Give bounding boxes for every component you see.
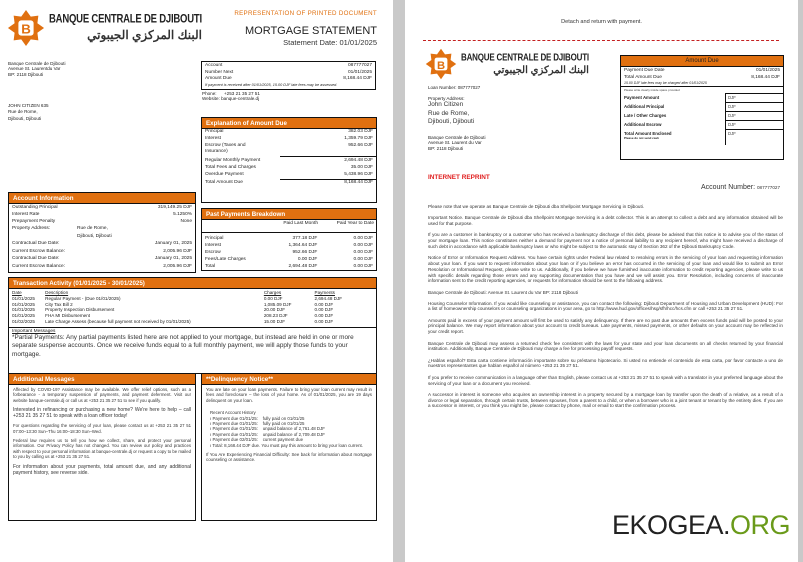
- additional-header: Additional Messages: [9, 374, 195, 385]
- past-payments-header: Past Payments Breakdown: [202, 209, 376, 220]
- website-label: Website:: [202, 96, 220, 102]
- bank-emblem-icon: [425, 48, 457, 80]
- label: Interest Rate: [12, 212, 40, 217]
- value: 2,005.96 DJF: [163, 263, 192, 269]
- field-label: Payment Amount: [624, 95, 660, 101]
- notice-paragraph: Please note that we operate as Banque Centrale de Djibouti dba Shellpoint Mortgage Servicing in Djibouti.: [428, 204, 645, 209]
- notice-paragraph: If you prefer to receive communication in a language other than English, please contact us at +253 21 35 27 51 to speak with a translator in your preferred language about the servicing of your loan or a document you received.: [428, 374, 783, 386]
- address-line: BP: 2118 Djibouti: [8, 71, 44, 77]
- property-address-row: [9, 233, 195, 241]
- label: Overdue Payment: [205, 172, 244, 178]
- description: Regular Payment - (Due 01/01/2025): [45, 295, 121, 301]
- recipient-name: JOHN CITIZEN 635: [8, 103, 49, 108]
- label: Current Escrow Balance:: [12, 263, 66, 269]
- transaction-row: [12, 319, 373, 325]
- statement-title: MORTGAGE STATEMENT: [244, 25, 377, 37]
- paid-ytd: 0.00 DJF: [353, 243, 373, 248]
- account-info-row: [9, 211, 195, 218]
- date: 01/01/2025: [12, 313, 35, 319]
- value: 382.03 DJF: [348, 129, 373, 134]
- history-item: ı Payment due 01/01/25: fully paid on 01/01/25: [210, 416, 372, 421]
- value: 01/01/2025: [755, 68, 780, 73]
- description: Property Inspection Disbursement: [45, 307, 115, 313]
- address-line: Djibouti, Djibouti: [8, 115, 42, 121]
- value: None: [180, 219, 192, 224]
- explanation-header: Explanation of Amount Due: [202, 118, 376, 129]
- description: FHA MI Disbursement: [45, 313, 91, 319]
- account-number: [701, 184, 780, 191]
- payment-field-row: [621, 102, 783, 111]
- account-info-row: [9, 218, 195, 225]
- additional-message: Interested in refinancing or purchasing a new home? We're here to help – call +253 21 35 27 51 to speak with a loan officer today!: [13, 407, 191, 420]
- date: Date: [12, 290, 22, 295]
- value: 5.1250%: [173, 212, 192, 217]
- amount-due-row: [202, 76, 375, 83]
- account-row: [202, 63, 375, 70]
- charges: 1,085.09 DJF: [263, 301, 292, 307]
- label: Account: [205, 63, 223, 68]
- value: 087777027: [757, 185, 780, 190]
- explanation-row: [202, 180, 376, 187]
- notice-paragraph: Important Notice. Banque Centrale de Djibouti dba Shellpoint Mortgage Servicing is a debt collector. This is an attempt to collect a debt and any information obtained will be used for that purpose.: [428, 215, 783, 227]
- charges: 20.00 DJF: [263, 307, 286, 313]
- transaction-header: Transaction Activity (01/01/2025 - 30/01/2025): [9, 278, 376, 289]
- charges: Charges: [263, 290, 282, 295]
- statement-date: Statement Date: 01/01/2025: [283, 38, 377, 47]
- history-item: ı Payment due 01/01/25: fully paid on 01/01/25: [210, 421, 372, 426]
- transaction-activity-box: [8, 277, 377, 374]
- notice-paragraph: Banque Centrale de Djibouti: Avenue St. Laurent du Var BP: 2118 Djibouti: [428, 289, 578, 295]
- property-label: Property Address:: [428, 96, 465, 101]
- label: Prepayment Penalty: [12, 219, 56, 224]
- past-payments-box: [201, 208, 377, 271]
- value: 8,168.44 DJF: [751, 74, 780, 80]
- account-info-row: [9, 255, 195, 263]
- notice-paragraph: Banque Centrale de Djibouti may assess a returned check fee consistent with the laws for your state and your loan documents on all checks returned by your financial institution. Additionally, Banque Centrale de Djibouti may charge a fee for processing payoff requests.: [428, 340, 783, 352]
- paid-ytd: 0.00 DJF: [353, 257, 373, 262]
- label: Amount Due: [205, 76, 232, 82]
- column-header: Paid Last Month: [283, 221, 318, 226]
- address-line: Banque Centrale de Djibouti: [428, 135, 486, 140]
- field-label: Additional Principal: [624, 104, 665, 110]
- column-header: Paid Year to Date: [336, 221, 374, 226]
- notice-paragraph: Amounts paid in excess of your payment amount will first be used to satisfy any delinquency. If there are no past due amounts then excess funds paid will be posted to your principal balance. We may report information about your account to credit bureaus. Late payments, missed payments, or other defaults on your account may be reflected in your credit report.: [428, 317, 783, 335]
- coupon-property-address: [428, 96, 474, 127]
- payment-field-row: [621, 129, 783, 145]
- history-item: ı Payment due 01/01/25: unpaid balance of 2,761.48 DJF: [210, 426, 372, 431]
- amount-due-header: Amount Due: [621, 56, 783, 67]
- past-payment-row: [202, 249, 376, 256]
- label: Contractual Due Date:: [12, 241, 60, 246]
- bank-address: [8, 61, 65, 77]
- detach-line: [423, 40, 779, 41]
- due-date-row: [621, 68, 783, 75]
- delinquency-intro: You are late on your loan payments. Failure to bring your loan current may result in fees and foreclosure – the loss of your home. As of 01/01/2025, you are 19 days delinquent on your loan.: [206, 387, 372, 403]
- description: City Tax Bill 2: [45, 301, 73, 307]
- field-label: Late / Other Charges: [624, 113, 667, 119]
- address-line: John Citizen: [428, 101, 464, 109]
- bank-name-ar: البنك المركزي الجيبوتي: [493, 64, 589, 76]
- statement-page: [0, 0, 393, 562]
- date: 01/01/2025: [12, 307, 35, 313]
- label: Total Fees and Charges: [205, 165, 256, 171]
- payments: 0.00 DJF: [314, 313, 334, 319]
- late-fee-note: If payment is received after 01/01/2025, 15.00 DJF late fees may be assessed.: [205, 82, 338, 87]
- contact-info: [202, 91, 260, 102]
- bank-name-en: BANQUE CENTRALE DE DJIBOUTI: [49, 12, 202, 27]
- internet-reprint-label: INTERNET REPRINT: [428, 174, 490, 181]
- total-due-row: [621, 75, 783, 82]
- past-payment-row: [202, 235, 376, 242]
- payments: 0.00 DJF: [314, 301, 334, 307]
- label: Escrow (Taxes and Insurance): [205, 143, 246, 155]
- value: January 01, 2025: [154, 256, 192, 262]
- payment-field-row: [621, 120, 783, 129]
- value: 087777027: [347, 63, 372, 68]
- value: 8,168.44 DJF: [344, 179, 373, 185]
- paid-ytd: 0.00 DJF: [353, 264, 373, 269]
- field-label: Total Amount Enclosed: [624, 131, 672, 137]
- account-summary-box: [201, 61, 376, 90]
- value: 1,359.79 DJF: [344, 135, 373, 141]
- label: Fees/Late Charges: [205, 257, 246, 262]
- value: Rue de Rome,: [77, 226, 108, 231]
- coupon-bank-address: [428, 135, 485, 151]
- history-item: ı Total: 8,168.44 DJF due. You must pay this amount to bring your loan current.: [210, 443, 372, 448]
- label: Account Number:: [700, 184, 756, 191]
- value: 2,005.96 DJF: [163, 248, 192, 254]
- label: Principal: [205, 236, 224, 241]
- notice-paragraph: Housing Counselor Information. If you would like counseling or assistance, you can contact the following: Djibouti Department of Housing and Urban Development (HUD): For a list of homeownership counselors or counseling organizations in your area, go to http://www.hud.gov/offices/hsg/sfh/hcc/hcs.cfm or call +253 21 35 27 51.: [428, 300, 783, 312]
- detach-instruction: Detach and return with payment.: [561, 19, 642, 25]
- account-info-row: [9, 204, 195, 211]
- payments: 0.00 DJF: [314, 318, 334, 324]
- explanation-row: [202, 158, 376, 164]
- address-line: Rue de Rome,: [8, 109, 38, 115]
- label: Total Amount Due: [205, 179, 243, 185]
- explanation-row: [202, 172, 376, 179]
- explanation-row: [202, 129, 376, 136]
- payments: 0.00 DJF: [314, 307, 334, 313]
- amount-input[interactable]: DJF: [725, 111, 783, 120]
- svg-text:B: B: [21, 21, 31, 37]
- field-label: Additional Escrow: [624, 122, 662, 128]
- amount-input[interactable]: DJF: [725, 93, 783, 102]
- value: January 01, 2025: [154, 241, 192, 246]
- value: 5,438.96 DJF: [344, 172, 373, 178]
- value: 2,694.48 DJF: [344, 158, 373, 164]
- representation-label: REPRESENTATION OF PRINTED DOCUMENT: [234, 10, 377, 17]
- payments: 2,694.48 DJF: [314, 295, 343, 301]
- label: Outstanding Principal: [12, 205, 58, 210]
- explanation-row: [202, 165, 376, 171]
- past-payment-row: [202, 263, 376, 270]
- value: 319,149.25 DJF: [157, 205, 192, 210]
- label: Principal: [205, 129, 224, 134]
- explanation-row: [202, 136, 376, 143]
- address-line: Avenue St. Laurentdu Var: [8, 66, 61, 72]
- notice-paragraph: Notice of Error or Information Request Address. You have certain rights under Federal law related to resolving errors in the servicing of your loan and requesting information about your loan. If you want to request information about your loan or if you believe an error has occurred in the servicing of your loan and would like to submit an Error Resolution or Informational Request, please write to us. Additionally, if you believe we have furnished inaccurate information to credit reporting agencies, please write to us with specific details regarding those errors and any supporting documentation that you have and we will assist you. Error Resolution, including concerns of inaccurate information sent to the credit reporting agencies, or requests for information should be sent to the following address.: [428, 255, 783, 284]
- label: Number Next: [205, 69, 234, 75]
- date: 01/01/2025: [12, 301, 35, 307]
- value: 35.00 DJF: [350, 165, 373, 171]
- paid-last-month: 377.18 DJF: [292, 236, 318, 241]
- website-link[interactable]: banque-centrale.dj: [221, 96, 260, 102]
- important-title: Important Messages: [12, 328, 56, 334]
- value: 01/01/2025: [347, 69, 372, 75]
- address-line: BP: 2118 Djibouti: [428, 145, 464, 151]
- coupon-page: [405, 0, 798, 562]
- watermark-tld: ORG: [729, 510, 790, 540]
- account-info-row: [9, 263, 195, 271]
- date: 01/02/2025: [12, 318, 35, 324]
- bank-emblem-icon: [7, 9, 45, 47]
- notice-paragraph: A successor in interest is someone who acquires an ownership interest in a property secured by a mortgage loan by transfer upon the death of a relative, as a result of a divorce or legal separation, through certain trusts, between spouses, from a parent to a child, or when a borrower who is a joint tenant or tenant by the entirety dies. If you are a successor in interest, or you think you might be, please contact by phone, mail or email to start the confirmation process.: [428, 391, 783, 409]
- paid-last-month: 2,694.48 DJF: [288, 264, 318, 269]
- amount-due-box: [620, 55, 784, 160]
- address-line: Rue de Rome,: [428, 109, 470, 117]
- paid-last-month: 0.00 DJF: [297, 257, 318, 262]
- description: Late Charge Assess (because full payment not received by 01/01/2025): [45, 318, 191, 324]
- address-line: Banque Centrale de Djibouti: [8, 61, 66, 66]
- label: Total Amount Due: [624, 74, 662, 80]
- late-fee-note: 15.00 DJF late fees may be charged after 01/01/2025: [624, 81, 707, 86]
- additional-message: Federal law requires us to tell you how we collect, share, and protect your personal information. Our Privacy Policy has not changed. You can review our policy and practices with respect to your personal information at banque-centrale.dj or request a copy to be mailed to you by calling us at +253 21 35 27 51.: [13, 438, 191, 460]
- account-info-row: [9, 240, 195, 248]
- account-info-row: [9, 248, 195, 256]
- explanation-row: [202, 143, 376, 155]
- date: 01/01/2025: [12, 295, 35, 301]
- delinquency-header: **Delinquency Notice**: [202, 374, 376, 385]
- address-line: Avenue St. Laurent du Var: [428, 140, 482, 146]
- recipient-address: [8, 103, 49, 121]
- past-payments-columns: [202, 220, 376, 233]
- important-text: *Partial Payments: Any partial payments listed here are not applied to your mortgage, but instead are held in one or more separate suspense accounts. Once we receive funds equal to a full monthly payment, we will apply those funds to your mortgage.: [12, 333, 354, 358]
- label: Total: [205, 264, 216, 269]
- notice-paragraph: If you are a customer in bankruptcy or a customer who has received a bankruptcy discharge of this debt, please be advised that this notice is to advise you of the status of your mortgage loan. This notice constitutes neither a demand for payment nor a notice of personal liability to any recipient hereof, who might have received a discharge of such debt in accordance with applicable bankruptcy laws or who might be subject to the automatic stay of Section 362 of the Djibouti Bankruptcy Code.: [428, 232, 783, 249]
- property-address-row: [9, 225, 195, 233]
- financial-difficulty-note: If You Are Experiencing Financial Difficulty: See back for information about mortgage counseling or assistance.: [206, 452, 372, 463]
- history-item: ı Payment due 02/01/25: current payment due: [210, 437, 372, 442]
- notice-paragraph: ¿Hablas español? Esta carta contiene información importante sobre su préstamo hipotecario. Si usted no entiende el contenido de esta carta, por favor contacte a uno de nuestros representantes que hablan español al número +253 21 35 27 51.: [428, 357, 783, 369]
- additional-messages-box: [8, 373, 196, 521]
- additional-message: Affected by COVID-19? Assistance may be available. We offer relief options, such as a forbearance - a temporary suspension of payments, and payment deferment. Visit our website banque-centrale.dj or call us at +253 21 35 27 51 to see if you qualify.: [13, 387, 191, 403]
- watermark-main: EKOGEA.: [611, 510, 730, 540]
- value: 8,168.44 DJF: [343, 76, 372, 82]
- bank-logo: [425, 48, 589, 80]
- label: Current Escrow Balance:: [12, 248, 66, 254]
- delinquency-notice-box: [201, 373, 377, 521]
- bank-logo: [7, 9, 202, 47]
- additional-message: For information about your payments, total amount due, and any additional payment history, see reverse side.: [13, 463, 191, 476]
- label: Escrow: [205, 250, 221, 255]
- history-item: ı Payment due 01/01/25: unpaid balance of 2,709.48 DJF: [210, 432, 372, 437]
- amount-input[interactable]: DJF: [725, 102, 783, 111]
- bank-name-ar: البنك المركزي الجيبوتي: [87, 28, 202, 42]
- paid-last-month: 952.66 DJF: [292, 250, 318, 255]
- bank-name-en: BANQUE CENTRALE DE DJIBOUTI: [461, 51, 589, 63]
- paid-ytd: 0.00 DJF: [353, 250, 373, 255]
- phone-number: +253 21 35 27 51: [224, 91, 260, 96]
- amount-input[interactable]: DJF: [725, 120, 783, 129]
- value: 952.66 DJF: [348, 143, 373, 149]
- label: Regular Monthly Payment: [205, 158, 261, 164]
- paid-last-month: 1,364.64 DJF: [288, 243, 318, 248]
- description: Description: [45, 290, 69, 295]
- account-information-box: [8, 192, 196, 273]
- explanation-box: [201, 117, 377, 203]
- label: Payment Due Date: [624, 68, 665, 73]
- payment-field-row: [621, 111, 783, 120]
- watermark: [612, 510, 790, 541]
- label: Property Address:: [12, 226, 51, 231]
- payments: Payments: [314, 290, 335, 295]
- paid-ytd: 0.00 DJF: [353, 236, 373, 241]
- account-information-header: Account Information: [9, 193, 195, 204]
- svg-text:B: B: [436, 59, 446, 72]
- additional-message: For questions regarding the servicing of your loan, please contact us at +253 21 35 27 51 07:00–13:30 Sun–Thu 16:00–18:30 Sun–Wed.: [13, 423, 191, 434]
- label: Contractual Due Date:: [12, 256, 60, 262]
- charges: 0.00 DJF: [263, 295, 283, 301]
- cash-note: Please do not send cash: [624, 136, 660, 141]
- phone-label: Phone:: [202, 91, 217, 96]
- write-clearly-note: Please write clearly inside space provided: [624, 88, 680, 93]
- label: Interest: [205, 243, 221, 248]
- past-payment-row: [202, 242, 376, 249]
- important-messages: [9, 328, 376, 361]
- charges: 15.00 DJF: [263, 318, 286, 324]
- address-line: Djibouti, Djibouti: [428, 118, 475, 126]
- value: Djibouti, Djibouti: [77, 233, 112, 239]
- payment-field-row: [621, 93, 783, 102]
- amount-input[interactable]: DJF: [725, 129, 783, 145]
- charges: 208.23 DJF: [263, 313, 288, 319]
- loan-number: Loan Number: 087777027: [428, 85, 481, 90]
- history-title: Recent Account History: [210, 410, 256, 416]
- label: Interest: [205, 135, 221, 141]
- past-payment-row: [202, 256, 376, 263]
